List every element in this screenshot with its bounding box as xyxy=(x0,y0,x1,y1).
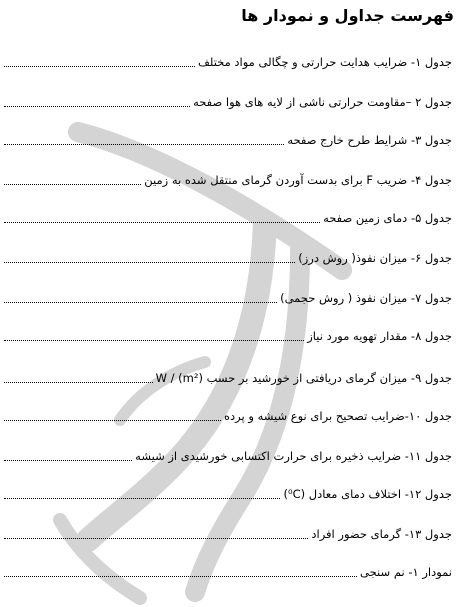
toc-item-table-10[interactable] xyxy=(4,402,452,424)
dot-leader xyxy=(4,420,221,421)
toc-item-table-13[interactable] xyxy=(4,520,452,542)
toc-item-table-1[interactable] xyxy=(4,48,452,70)
toc-item-table-7[interactable] xyxy=(4,284,452,306)
toc-item-label: جدول ۸- مقدار تهویه مورد نیاز xyxy=(307,329,452,343)
toc-item-label: جدول ۱۳- گرمای حضور افراد xyxy=(311,527,452,541)
dot-leader xyxy=(4,576,357,577)
dot-leader xyxy=(4,538,308,539)
toc-item-table-8[interactable] xyxy=(4,322,452,344)
toc-item-table-4[interactable] xyxy=(4,166,452,188)
dot-leader xyxy=(4,66,195,67)
dot-leader xyxy=(4,262,295,263)
dot-leader xyxy=(4,498,280,499)
dot-leader xyxy=(4,144,284,145)
toc-item-label: جدول ۱- ضرایب هدایت حرارتی و چگالی مواد مختلف xyxy=(197,55,452,69)
table-of-contents xyxy=(0,46,462,606)
toc-item-label: جدول ۷- میزان نفوذ ( روش حجمی) xyxy=(280,291,452,305)
toc-item-label: جدول ۱۱- ضرایب ذخیره برای حرارت اکتسابی خورشیدی از شیشه xyxy=(135,449,452,463)
page-title: فهرست جداول و نمودار ها xyxy=(241,6,454,25)
toc-item-label: جدول ۱۲- اختلاف دمای معادل (⁰C) xyxy=(283,487,452,501)
toc-item-table-3[interactable] xyxy=(4,126,452,148)
toc-item-table-12[interactable] xyxy=(4,480,452,502)
dot-leader xyxy=(4,106,190,107)
toc-item-label: جدول ۹- میزان گرمای دریافتی از خورشید بر حسب (W / (m² xyxy=(155,371,452,385)
dot-leader xyxy=(4,184,141,185)
toc-item-label: جدول ۵- دمای زمین صفحه xyxy=(323,211,452,225)
toc-item-label: جدول ۱۰-ضرایب تصحیح برای نوع شیشه و پرده xyxy=(224,409,452,423)
toc-item-label: جدول ۳- شرایط طرح خارج صفحه xyxy=(287,133,452,147)
toc-item-table-2[interactable] xyxy=(4,88,452,110)
toc-item-table-9[interactable] xyxy=(4,364,452,386)
toc-item-table-6[interactable] xyxy=(4,244,452,266)
toc-item-label: جدول ۴- ضریب F برای بدست آوردن گرمای منتقل شده به زمین xyxy=(144,173,452,187)
dot-leader xyxy=(4,382,153,383)
toc-item-chart-1[interactable] xyxy=(4,558,452,580)
dot-leader xyxy=(4,302,277,303)
dot-leader xyxy=(4,222,320,223)
toc-item-table-5[interactable] xyxy=(4,204,452,226)
toc-item-label: جدول ۲ –مقاومت حرارتی ناشی از لایه های هوا صفحه xyxy=(193,95,452,109)
dot-leader xyxy=(4,340,304,341)
toc-item-label: نمودار ۱- نم سنجی xyxy=(360,565,452,579)
toc-item-label: جدول ۶- میزان نفوذ( روش درز) xyxy=(298,251,452,265)
dot-leader xyxy=(4,460,132,461)
toc-item-table-11[interactable] xyxy=(4,442,452,464)
